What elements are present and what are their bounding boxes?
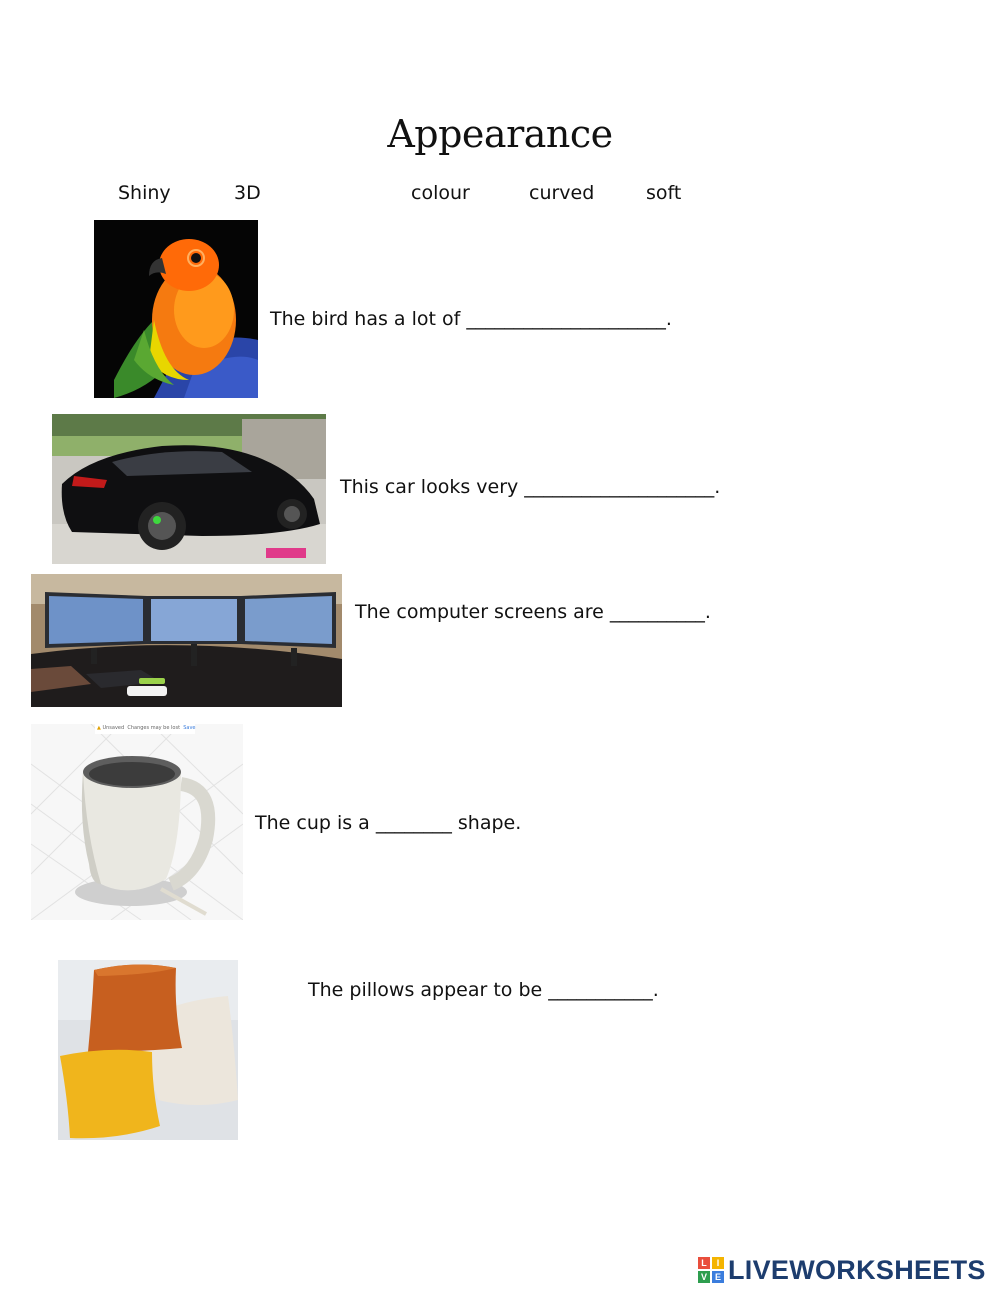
3d-mug-render	[31, 724, 243, 920]
curved-monitors-photo	[31, 574, 342, 707]
brand-name: LIVEWORKSHEETS	[728, 1254, 986, 1285]
question-sentence: The bird has a lot of _____________________.	[270, 308, 672, 330]
question-sentence: The cup is a ________ shape.	[255, 812, 522, 834]
warning-icon: ▲	[97, 725, 101, 731]
question-sentence: This car looks very ____________________.	[340, 476, 721, 498]
pillows-photo	[58, 960, 238, 1140]
parrot-photo	[94, 220, 258, 398]
worksheet-title: Appearance	[387, 112, 613, 156]
word-bank-item: soft	[646, 182, 682, 204]
logo-mark-icon: L I V E	[698, 1257, 724, 1283]
question-sentence: The computer screens are __________.	[355, 601, 711, 623]
cup-render-toolbar: ▲ Unsaved Changes may be lost Save	[97, 725, 196, 731]
word-bank-item: Shiny	[118, 182, 171, 204]
question-sentence: The pillows appear to be ___________.	[308, 979, 659, 1001]
word-bank-item: 3D	[234, 182, 261, 204]
black-car-photo	[52, 414, 326, 564]
liveworksheets-logo[interactable]	[698, 1254, 986, 1286]
word-bank-item: curved	[529, 182, 595, 204]
word-bank-item: colour	[411, 182, 470, 204]
